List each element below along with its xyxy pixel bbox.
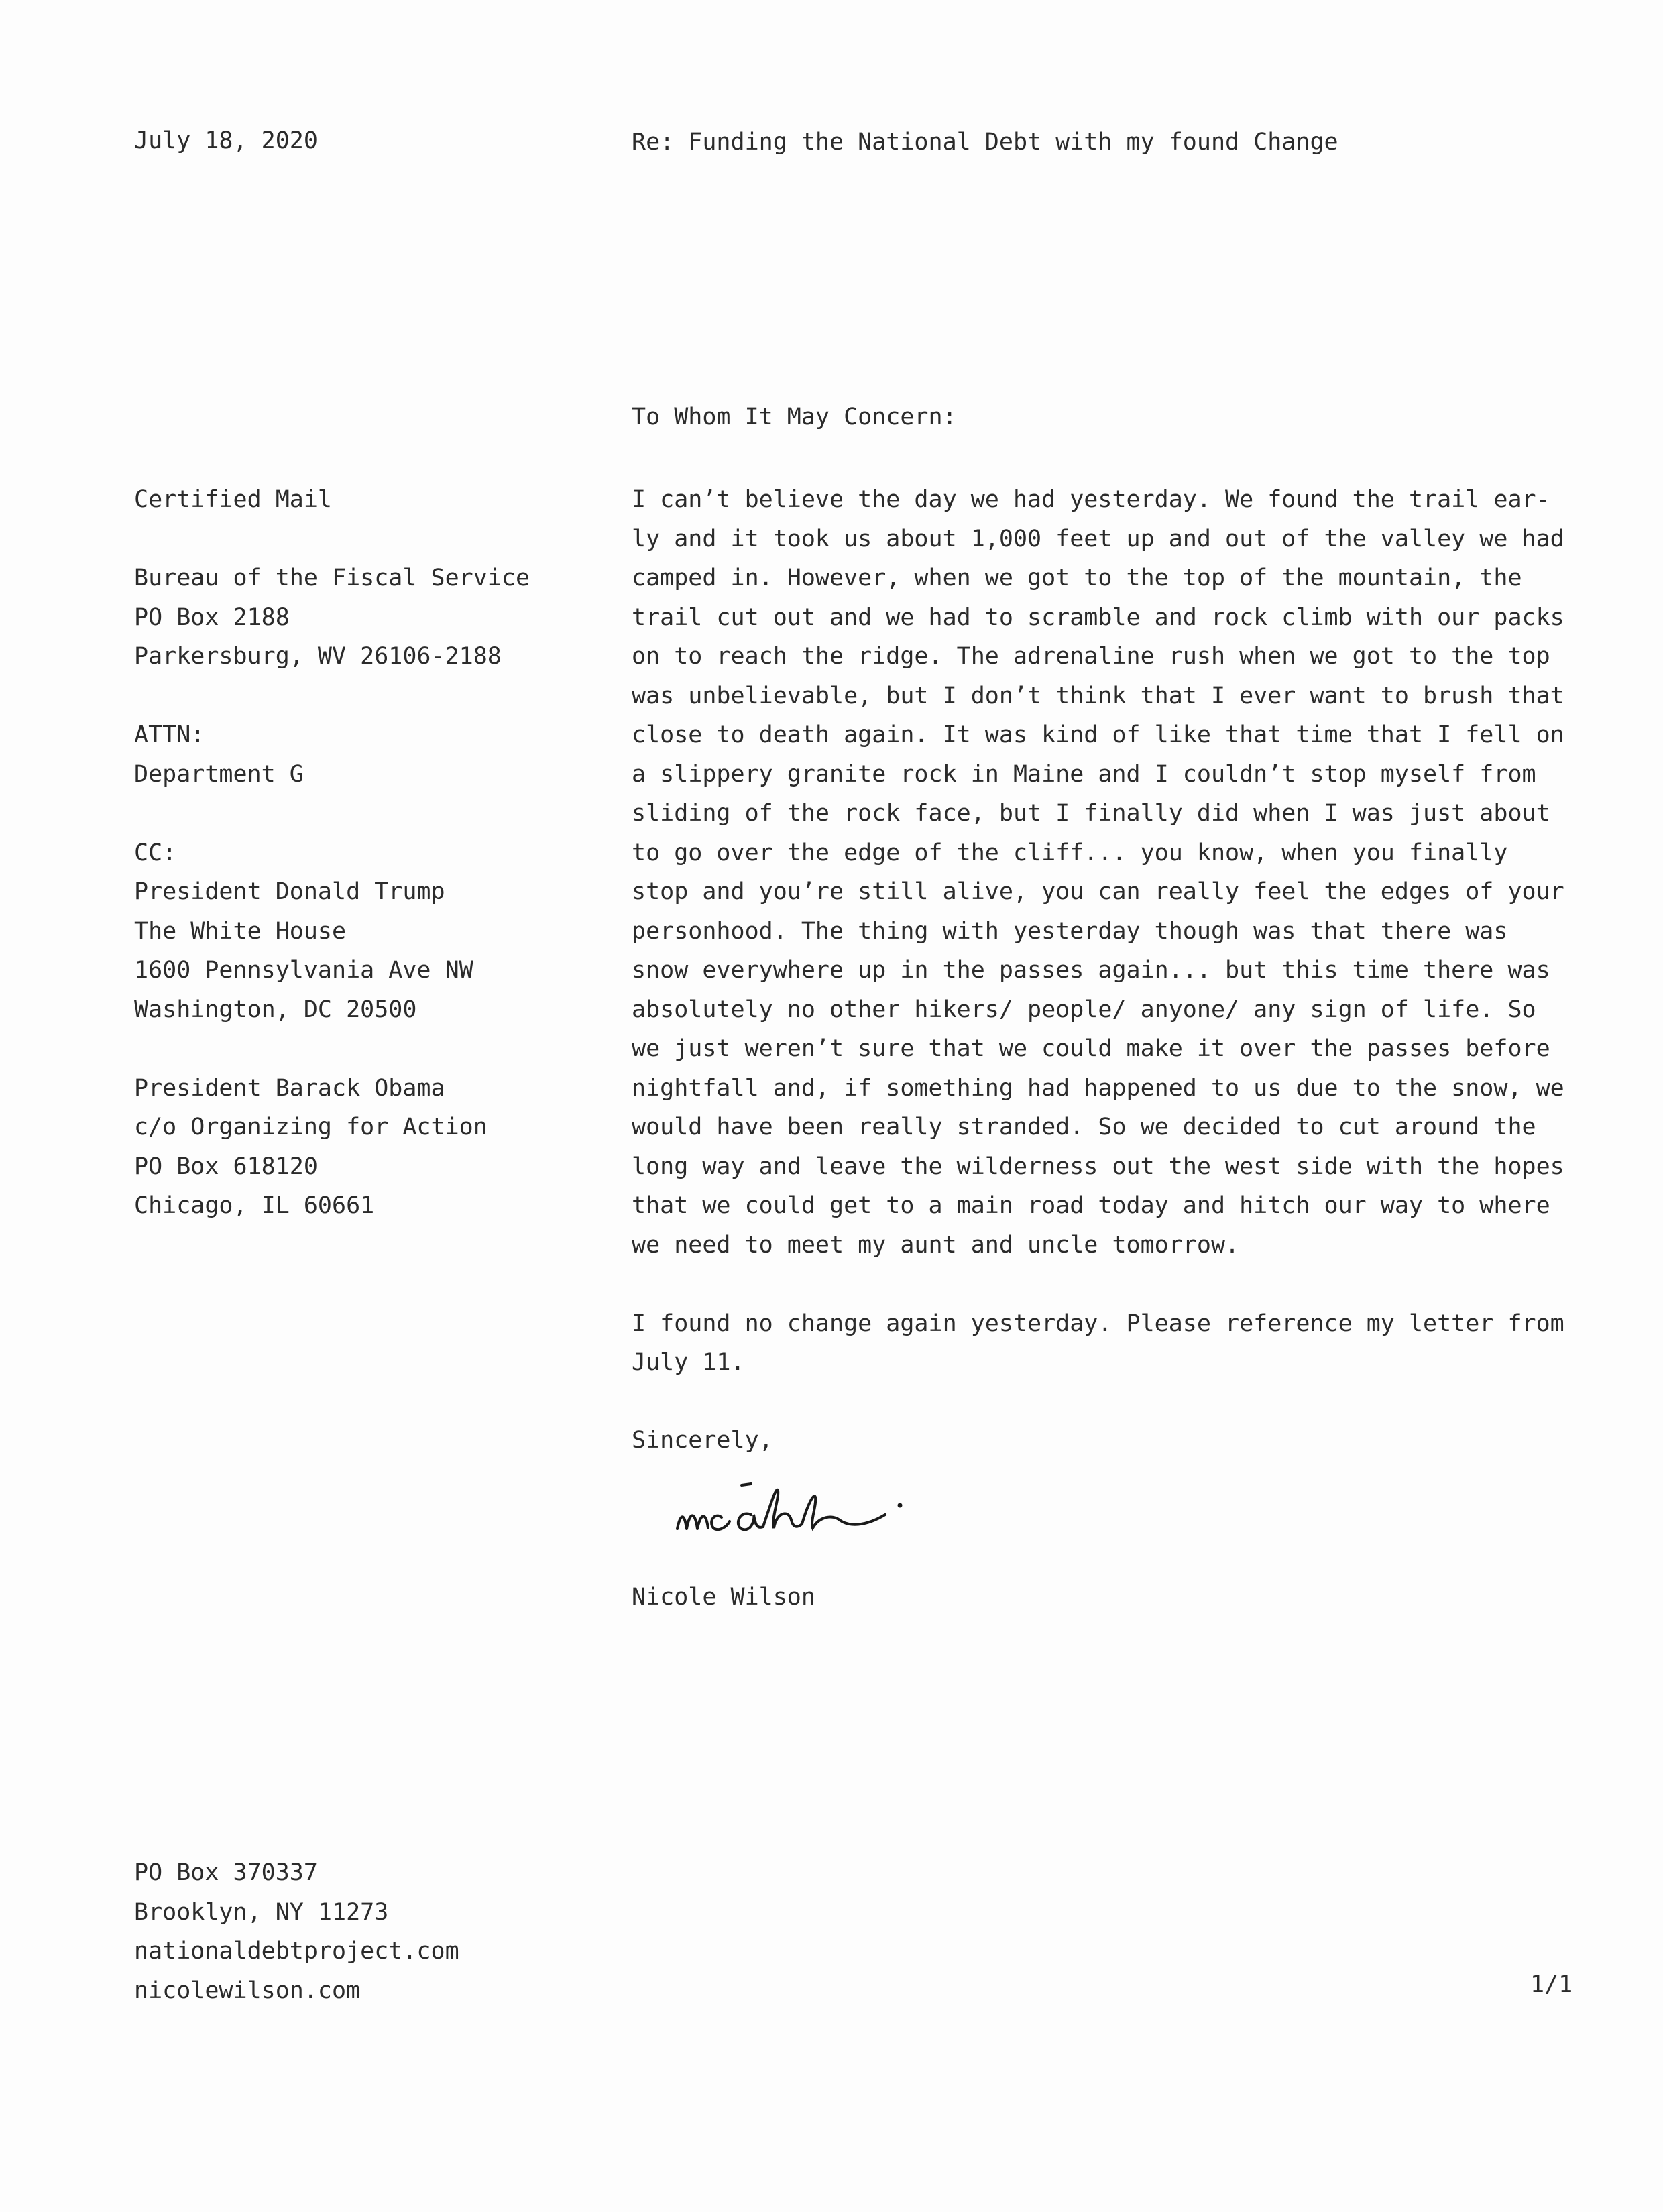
cc-line: c/o Organizing for Action [134, 1114, 488, 1141]
body-line: that we could get to a main road today and hitch our way to where [632, 1192, 1550, 1219]
body-line: snow everywhere up in the passes again... but this time there was [632, 957, 1550, 984]
body-line: long way and leave the wilderness out the west side with the hopes [632, 1153, 1564, 1180]
body-line: close to death again. It was kind of like that time that I fell on [632, 721, 1564, 748]
body-line: nightfall and, if something had happened to us due to the snow, we [632, 1074, 1564, 1102]
body-line: absolutely no other hikers/ people/ anyone/ any sign of life. So [632, 996, 1536, 1023]
signer-name: Nicole Wilson [632, 1584, 815, 1611]
letter-date: July 18, 2020 [134, 127, 318, 154]
sender-address [134, 1853, 459, 2010]
cc-line: President Donald Trump [134, 878, 445, 905]
recipient-line: Parkersburg, WV 26106-2188 [134, 643, 502, 670]
cc-label: CC: [134, 839, 177, 866]
sender-website: nationaldebtproject.com [134, 1938, 459, 1965]
body-line: on to reach the ridge. The adrenaline rush when we got to the top [632, 643, 1550, 670]
body-line: I can’t believe the day we had yesterday. We found the trail ear- [632, 486, 1550, 513]
cc-line: The White House [134, 917, 347, 945]
salutation: To Whom It May Concern: [632, 404, 957, 430]
sender-address-line: PO Box 370337 [134, 1859, 318, 1886]
recipient-line: Bureau of the Fiscal Service [134, 565, 530, 591]
page-number: 1/1 [1530, 1971, 1573, 1998]
body-line: would have been really stranded. So we decided to cut around the [632, 1114, 1536, 1141]
body-line: was unbelievable, but I don’t think that I ever want to brush that [632, 682, 1564, 709]
attn-label: ATTN: [134, 721, 205, 748]
body-line: sliding of the rock face, but I finally did when I was just about [632, 800, 1550, 827]
mail-type: Certified Mail [134, 486, 333, 513]
body-line: stop and you’re still alive, you can really feel the edges of your [632, 878, 1564, 905]
attn-line: Department G [134, 760, 304, 788]
body-line: a slippery granite rock in Maine and I couldn’t stop myself from [632, 760, 1536, 788]
body-line: trail cut out and we had to scramble and rock climb with our packs [632, 603, 1564, 631]
cc-line: Chicago, IL 60661 [134, 1192, 375, 1219]
body-line: ly and it took us about 1,000 feet up and out of the valley we had [632, 525, 1564, 552]
closing: Sincerely, [632, 1427, 773, 1454]
cc-line: Washington, DC 20500 [134, 996, 417, 1023]
body-line: we need to meet my aunt and uncle tomorrow. [632, 1231, 1240, 1259]
cc-line: PO Box 618120 [134, 1153, 318, 1180]
letter-subject: Re: Funding the National Debt with my found Change [632, 129, 1338, 156]
sender-website: nicolewilson.com [134, 1977, 361, 2004]
body-line: personhood. The thing with yesterday though was that there was [632, 917, 1508, 945]
sender-address-line: Brooklyn, NY 11273 [134, 1898, 389, 1926]
body-line: I found no change again yesterday. Please reference my letter from [632, 1309, 1564, 1337]
body-line: we just weren’t sure that we could make it over the passes before [632, 1035, 1550, 1062]
handwritten-signature [664, 1465, 959, 1552]
body-line: July 11. [632, 1349, 745, 1376]
recipient-line: PO Box 2188 [134, 603, 290, 631]
body-line: to go over the edge of the cliff... you know, when you finally [632, 839, 1508, 866]
cc-line: President Barack Obama [134, 1074, 445, 1102]
recipient-block [134, 480, 563, 1226]
letter-body [632, 480, 1570, 1383]
cc-line: 1600 Pennsylvania Ave NW [134, 957, 473, 984]
body-line: camped in. However, when we got to the top of the mountain, the [632, 565, 1522, 591]
